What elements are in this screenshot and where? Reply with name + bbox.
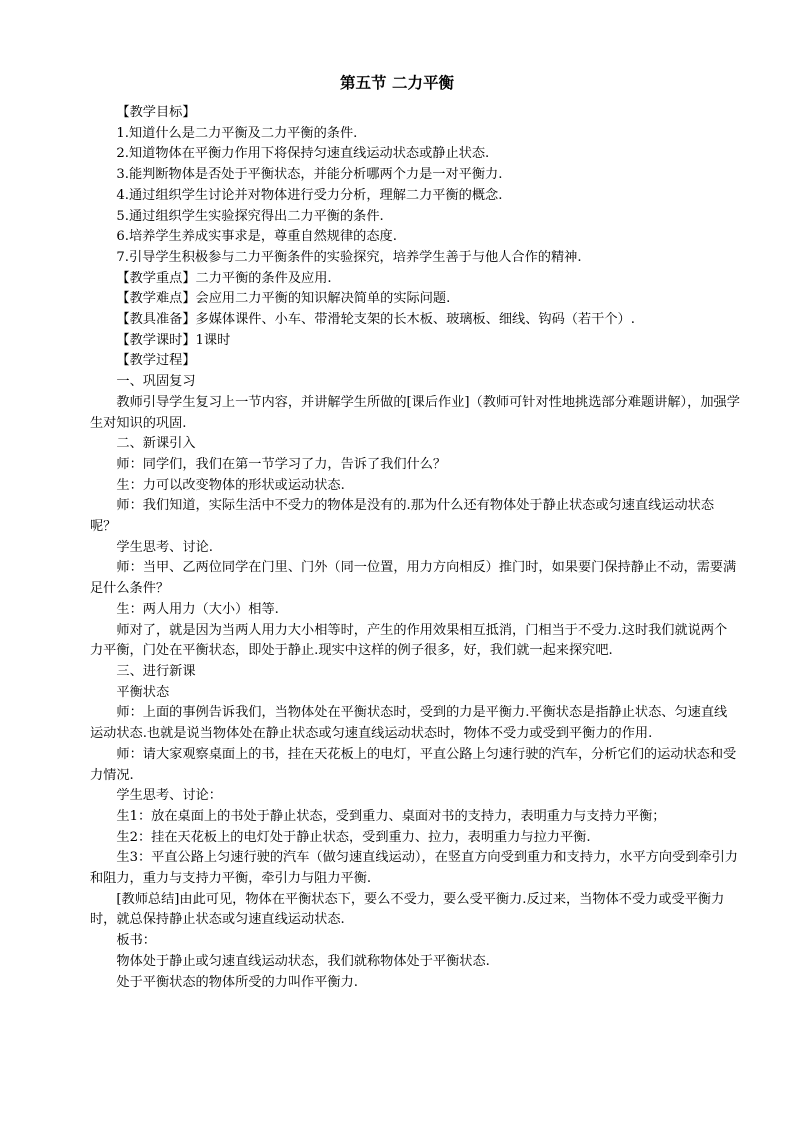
objective-item: 3.能判断物体是否处于平衡状态，并能分析哪两个力是一对平衡力. bbox=[116, 167, 503, 183]
objective-item: 6.培养学生养成实事求是，尊重自然规律的态度. bbox=[116, 229, 397, 245]
class-hours: 【教学课时】1课时 bbox=[116, 332, 231, 348]
teacher-summary: [教师总结]由此可见，物体在平衡状态下，要么不受力，要么受平衡力.反过来，当物体不受力或受平衡力时，就总保持静止状态或匀速直线运动状态. bbox=[90, 891, 725, 928]
dialogue-line: 生：两人用力（大小）相等. bbox=[116, 601, 279, 617]
dialogue-line: 生2：挂在天花板上的电灯处于静止状态，受到重力、拉力，表明重力与拉力平衡. bbox=[116, 829, 591, 845]
dialogue-line: 师：上面的事例告诉我们，当物体处在平衡状态时，受到的力是平衡力.平衡状态是指静止状态、匀速直线运动状态.也就是说当物体处在静止状态或匀速直线运动状态时，物体不受力或受到平衡力的作用. bbox=[90, 705, 728, 742]
dialogue-line: 师：请大家观察桌面上的书，挂在天花板上的电灯，平直公路上匀速行驶的汽车，分析它们的运动状态和受力情况. bbox=[90, 746, 737, 783]
dialogue-line: 师：当甲、乙两位同学在门里、门外（同一位置，用力方向相反）推门时，如果要门保持静止不动，需要满足什么条件？ bbox=[90, 560, 737, 597]
blackboard-line: 处于平衡状态的物体所受的力叫作平衡力. bbox=[116, 974, 358, 990]
subheading-equilibrium: 平衡状态 bbox=[116, 684, 170, 700]
difficult-points: 【教学难点】会应用二力平衡的知识解决简单的实际问题. bbox=[116, 291, 451, 307]
objective-item: 4.通过组织学生讨论并对物体进行受力分析，理解二力平衡的概念. bbox=[116, 187, 503, 203]
subheading-introduction: 二、新课引入 bbox=[116, 436, 196, 452]
objective-item: 1.知道什么是二力平衡及二力平衡的条件. bbox=[116, 125, 358, 141]
paragraph: 学生思考、讨论. bbox=[116, 539, 213, 555]
dialogue-line: 师对了，就是因为当两人用力大小相等时，产生的作用效果相互抵消，门相当于不受力.这时我们就说两个力平衡，门处在平衡状态，即处于静止.现实中这样的例子很多，好，我们就一起来探究吧. bbox=[90, 622, 728, 659]
objective-item: 5.通过组织学生实验探究得出二力平衡的条件. bbox=[116, 208, 384, 224]
dialogue-line: 生：力可以改变物体的形状或运动状态. bbox=[116, 477, 345, 493]
dialogue-line: 师：同学们，我们在第一节学习了力，告诉了我们什么？ bbox=[116, 456, 447, 472]
paragraph: 学生思考、讨论： bbox=[116, 788, 222, 804]
key-points: 【教学重点】二力平衡的条件及应用. bbox=[116, 270, 332, 286]
dialogue-line: 生1：放在桌面上的书处于静止状态，受到重力、桌面对书的支持力，表明重力与支持力平衡； bbox=[116, 808, 666, 824]
subheading-new-lesson: 三、进行新课 bbox=[116, 663, 196, 679]
section-heading-process: 【教学过程】 bbox=[116, 353, 196, 369]
document-body bbox=[90, 103, 740, 993]
teaching-aids: 【教具准备】多媒体课件、小车、带滑轮支架的长木板、玻璃板、细线、钩码（若干个）. bbox=[116, 312, 635, 328]
blackboard-heading: 板书： bbox=[116, 933, 156, 949]
objective-item: 7.引导学生积极参与二力平衡条件的实验探究，培养学生善于与他人合作的精神. bbox=[116, 249, 582, 265]
dialogue-line: 师：我们知道，实际生活中不受力的物体是没有的.那为什么还有物体处于静止状态或匀速直线运动状态呢？ bbox=[90, 498, 715, 535]
page-title: 第五节 二力平衡 bbox=[340, 74, 454, 92]
dialogue-line: 生3：平直公路上匀速行驶的汽车（做匀速直线运动），在竖直方向受到重力和支持力，水平方向受到牵引力和阻力，重力与支持力平衡，牵引力与阻力平衡. bbox=[90, 850, 738, 887]
blackboard-line: 物体处于静止或匀速直线运动状态，我们就称物体处于平衡状态. bbox=[116, 953, 490, 969]
paragraph: 教师引导学生复习上一节内容，并讲解学生所做的[课后作业]（教师可针对性地挑选部分难题讲解），加强学生对知识的巩固. bbox=[90, 394, 740, 431]
subheading-review: 一、巩固复习 bbox=[116, 374, 196, 390]
objective-item: 2.知道物体在平衡力作用下将保持匀速直线运动状态或静止状态. bbox=[116, 146, 490, 162]
section-heading-objectives: 【教学目标】 bbox=[116, 105, 196, 120]
